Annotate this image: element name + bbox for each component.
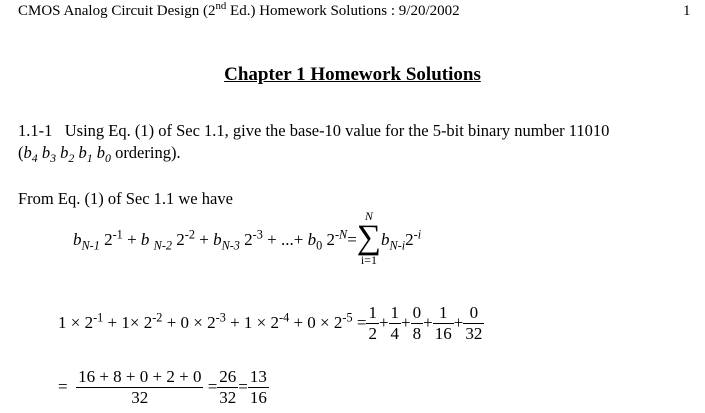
- fraction-1-16: $\frac{1}{16}$: [434, 303, 452, 343]
- solution-intro: From Eq. (1) of Sec 1.1 we have: [18, 189, 233, 208]
- running-header: [18, 0, 460, 20]
- equation-1: [73, 209, 422, 268]
- page-number: 1: [683, 3, 691, 19]
- page-title: Chapter 1 Homework Solutions: [224, 64, 481, 85]
- header-prefix: CMOS Analog Circuit Design (2: [18, 3, 216, 19]
- fraction-13-16: $\frac{13}{16}$: [249, 367, 267, 407]
- sum-upper-limit: N: [364, 209, 373, 223]
- fraction-0-8: $\frac{0}{8}$: [412, 303, 422, 343]
- problem-paren-close: ordering).: [110, 143, 181, 162]
- ordering-b3: $b_3$: [41, 143, 56, 166]
- ordering-b0: $b_0$: [96, 143, 111, 166]
- fraction-sum: $\frac{16 + 8 + 0 + 2 + 0}{32}$: [78, 367, 202, 407]
- problem-number: 1.1-1: [18, 121, 53, 140]
- summation: [357, 210, 381, 266]
- summand: $b_{N-i}2^{-i}$: [381, 227, 422, 253]
- fraction-26-32: $\frac{26}{32}$: [219, 367, 237, 407]
- problem-text-1: Using Eq. (1) of Sec 1.1, give the base-10 value for the 5-bit binary number 11010: [64, 121, 610, 140]
- problem-line-2: [18, 143, 181, 166]
- problem-paren-open: (: [18, 143, 24, 162]
- sum-lower-limit: i=1: [360, 253, 377, 268]
- ordering-b4: $b_4$: [23, 143, 38, 166]
- header-suffix: Ed.) Homework Solutions : 9/20/2002: [226, 3, 460, 19]
- fraction-0-32: $\frac{0}{32}$: [465, 303, 483, 343]
- problem-line-1: [18, 121, 609, 141]
- sigma-icon: ∑: [356, 219, 382, 256]
- header-edition-sup: nd: [215, 0, 227, 13]
- equation-3: = $\frac{16 + 8 + 0 + 2 + 0}{32}$ = $\frac{26}{32}$ = $\frac{13}{16}$: [58, 367, 267, 407]
- equation-2: $1 \times 2^{-1} + 1\times 2^{-2} + 0 \times 2^{-3} + 1 \times 2^{-4} + 0 \times 2^{-5}$ = $\frac{1}{2}$ + $\frac{1}{4}$ + $\frac{0}{8}$ + $\frac{1}{16}$ + $\frac{0}{32}$: [58, 303, 483, 343]
- equation-1-lhs: $b_{N-1}$ $2^{-1} + b$ $_{N-2}$ $2^{-2} + b_{N-3}$ $2^{-3}$ + ...+ $b_0$ $2^{-N}=$: [73, 227, 357, 253]
- fraction-1-4: $\frac{1}{4}$: [390, 303, 400, 343]
- ordering-b2: $b_2$: [60, 143, 75, 166]
- equation-2-lhs: $1 \times 2^{-1} + 1\times 2^{-2} + 0 \times 2^{-3} + 1 \times 2^{-4} + 0 \times 2^{-5}$ =: [58, 310, 367, 333]
- fraction-1-2: $\frac{1}{2}$: [368, 303, 377, 343]
- ordering-b1: $b_1$: [78, 143, 93, 166]
